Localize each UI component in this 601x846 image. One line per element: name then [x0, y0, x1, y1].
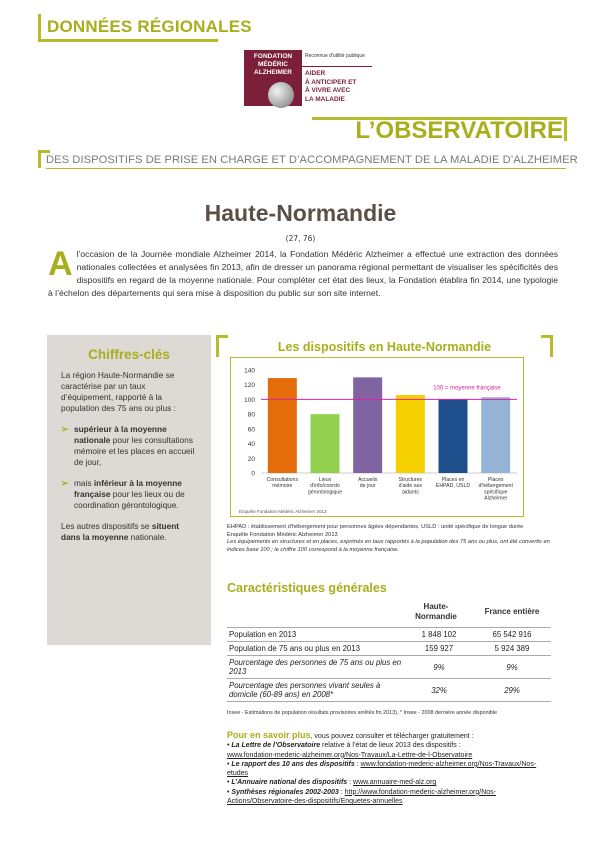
row-value-region: 32%	[405, 679, 473, 702]
row-value-region: 1 848 102	[405, 628, 473, 642]
slogan-line-2: À ANTICIPER ET	[305, 78, 357, 86]
slogan-line-1: AIDER	[305, 70, 326, 77]
annuaire-link[interactable]: www.annuaire-med-alz.org	[353, 779, 437, 787]
row-value-france: 65 542 916	[473, 628, 551, 642]
row-label: Pourcentage des personnes de 75 ans ou plus en 2013	[227, 656, 405, 679]
key-figures-panel	[47, 335, 211, 645]
x-tick-label: de jour	[359, 483, 376, 490]
y-tick-label: 40	[247, 441, 255, 449]
logo-divider	[302, 66, 372, 67]
bar	[481, 397, 510, 473]
x-tick-label: gérontologique	[307, 489, 343, 496]
bar	[396, 395, 425, 473]
y-tick-label: 0	[251, 470, 255, 478]
row-label: Population en 2013	[227, 628, 405, 642]
region-codes: (27, 76)	[285, 234, 316, 243]
syntheses-title: Synthèses régionales 2002-2003	[231, 788, 339, 796]
table-row	[227, 679, 551, 702]
section-title: DONNÉES RÉGIONALES	[47, 17, 252, 36]
more-item-syntheses: • Synthèses régionales 2002-2003 : http://www.fondation-mederic-alzheimer.org/Nos-Actions/Observatoire-des-dispositifs/Enquetes-annuelles	[227, 788, 496, 806]
moon-icon	[268, 82, 294, 108]
column-header-region: Haute-Normandie	[415, 602, 457, 621]
key-figures-outro	[61, 521, 197, 543]
key-figures-list	[61, 424, 197, 511]
observatoire-title: L’OBSERVATOIRE	[355, 117, 563, 144]
y-tick-label: 120	[244, 382, 255, 390]
chart-notes	[227, 524, 557, 554]
region-title: Haute-Normandie	[204, 200, 397, 226]
table-source-note: Insee - Estimations de population résultats provisoires arrêtés fin 2013), * Insee - 2008 dernière année disponible	[227, 710, 497, 716]
lettre-text: relative à l’état de lieux 2013 des dispositifs :	[320, 742, 461, 750]
lettre-title: La Lettre de l’Observatoire	[231, 742, 321, 750]
characteristics-table	[227, 627, 551, 702]
outro-1: Les autres dispositifs se	[61, 521, 152, 531]
table-row	[227, 642, 551, 656]
logo-fondation-text: FONDATION	[253, 53, 293, 60]
arrow-icon: ➢	[61, 478, 69, 488]
syntheses-link[interactable]: http://www.fondation-mederic-alzheimer.org/Nos-Actions/Observatoire-des-dispositifs/Enquetes-annuelles	[227, 788, 496, 806]
y-tick-label: 140	[244, 367, 255, 375]
subtitle-underline	[46, 168, 566, 169]
row-value-france: 5 924 389	[473, 642, 551, 656]
y-tick-label: 100	[244, 396, 255, 404]
more-item-rapport: • Le rapport des 10 ans des dispositifs : www.fondation-mederic-alzheimer.org/Nos-Travaux/Nos-etudes	[227, 760, 537, 778]
x-tick-label: aidants	[401, 489, 419, 496]
logo-mederic-text: MÉDÉRIC	[258, 61, 288, 68]
annuaire-title: L’Annuaire national des dispositifs	[231, 779, 348, 787]
outro-2: nationale.	[128, 532, 167, 542]
bar	[439, 399, 468, 473]
chart-note-source: Enquête Fondation Médéric Alzheimer 2013	[227, 531, 338, 538]
column-header-france: France entière	[484, 607, 540, 616]
intro-text: l’occasion de la Journée mondiale Alzheimer 2014, la Fondation Médéric Alzheimer a effectué une extraction des données nationales collectées et analysées fin 2013, afin de dresser un panorama régional permettant de visualiser les spécificités des dispositifs en regard de la moyenne nationale. Pour compléter cet état des lieux, la Fondation établira fin 2014, une typologie à l’échelon des départements qui sera mise à disposition du public sur son site internet.	[48, 249, 558, 298]
more-item-lettre: • La Lettre de l’Observatoire relative à l’état de lieux 2013 des dispositifs :	[227, 742, 461, 750]
rapport-title: Le rapport des 10 ans des dispositifs	[231, 760, 355, 768]
rapport-sep: :	[354, 760, 361, 768]
key-figures-intro: La région Haute-Normandie se caractérise par un taux d’équipement, rapporté à la population des 75 ans ou plus :	[61, 370, 176, 413]
syntheses-sep: :	[338, 788, 345, 796]
reference-label: 100 = moyenne française	[433, 385, 501, 392]
arrow-icon: ➢	[61, 424, 69, 434]
chart-title: Les dispositifs en Haute-Normandie	[277, 340, 492, 354]
intro-paragraph	[48, 245, 558, 300]
list-item	[61, 478, 197, 511]
logo-tagline: Reconnue d'utilité publique	[305, 53, 365, 59]
y-tick-label: 20	[247, 455, 255, 463]
chart-area	[230, 357, 524, 517]
more-item-annuaire: • L’Annuaire national des dispositifs : www.annuaire-med-alz.org	[227, 779, 437, 787]
rapport-link[interactable]: www.fondation-mederic-alzheimer.org/Nos-Travaux/Nos-etudes	[227, 760, 537, 778]
item2-bold: inférieur à la moyenne française	[74, 478, 182, 499]
outro-bold: situent dans la moyenne	[61, 521, 180, 542]
intro-dropcap: A	[48, 245, 73, 283]
more-info-intro: , vous pouvez consulter et télécharger gratuitement :	[310, 733, 474, 740]
y-tick-label: 60	[247, 426, 255, 434]
x-tick-label: Places en	[441, 477, 465, 483]
x-tick-label: Alzheimer	[484, 495, 508, 502]
x-tick-label: d'aide aux	[398, 483, 423, 490]
slogan-line-3: À VIVRE AVEC	[305, 87, 351, 94]
bar	[353, 377, 382, 473]
x-tick-label: Structures	[398, 477, 423, 483]
x-tick-label: EHPAD, USLD	[435, 483, 471, 490]
annuaire-sep: :	[347, 779, 354, 787]
row-value-region: 159 927	[405, 642, 473, 656]
x-tick-label: mémoire	[272, 483, 293, 490]
row-value-region: 9%	[405, 656, 473, 679]
bar	[268, 378, 297, 473]
x-tick-label: Accueils	[358, 477, 378, 483]
table-row	[227, 628, 551, 642]
x-tick-label: Places	[487, 477, 504, 483]
bar-chart	[231, 358, 525, 518]
x-tick-label: spécifique	[483, 489, 508, 496]
x-tick-label: d'info/coordo	[310, 483, 340, 490]
x-tick-label: d'hébergement	[478, 483, 513, 490]
item1-rest: pour les consultations mémoire et les places en accueil de jour,	[74, 435, 195, 467]
item1-bold: supérieur à la moyenne nationale	[74, 424, 167, 445]
more-info	[227, 731, 551, 806]
observatoire-subtitle: DES DISPOSITIFS DE PRISE EN CHARGE ET D’ACCOMPAGNEMENT DE LA MALADIE D’ALZHEIMER	[46, 154, 578, 166]
list-item	[61, 424, 197, 468]
table-row	[227, 656, 551, 679]
lettre-link[interactable]: www.fondation-mederic-alzheimer.org/Nos-Travaux/La-Lettre-de-l-Observatoire	[227, 751, 473, 759]
item2-pre: mais	[74, 478, 94, 488]
chart-note-method: Les équipements en structures et en places, exprimés en taux rapportés à la population des 75 ans ou plus, ont été convertis en indices base 100 ; le chiffre 100 correspond à la moyenne française.	[227, 539, 550, 553]
chart-note-abbrev: EHPAD : établissement d'hébergement pour personnes âgées dépendantes, USLD : unité spécifique de longue durée	[227, 524, 524, 530]
chart-source: Enquête Fondation Médéric Alzheimer 2013	[239, 509, 327, 514]
row-value-france: 29%	[473, 679, 551, 702]
row-value-france: 9%	[473, 656, 551, 679]
row-label: Population de 75 ans ou plus en 2013	[227, 642, 405, 656]
more-info-heading	[227, 731, 551, 741]
characteristics-title: Caractéristiques générales	[227, 581, 387, 595]
x-tick-label: Lieux	[318, 477, 332, 483]
item2-rest: pour les lieux ou de coordination gérontologique.	[74, 489, 185, 510]
y-tick-label: 80	[247, 411, 255, 419]
bar	[311, 414, 340, 473]
more-info-title: Pour en savoir plus	[227, 730, 311, 740]
logo-alzheimer-text: ALZHEIMER	[254, 69, 292, 76]
row-label: Pourcentage des personnes vivant seules à domicile (60-89 ans) en 2008*	[227, 679, 405, 702]
slogan-line-4: LA MALADIE	[305, 95, 345, 103]
x-tick-label: Consultations	[266, 477, 299, 483]
key-figures-title: Chiffres-clés	[88, 347, 170, 362]
logo-slogan	[305, 70, 365, 104]
